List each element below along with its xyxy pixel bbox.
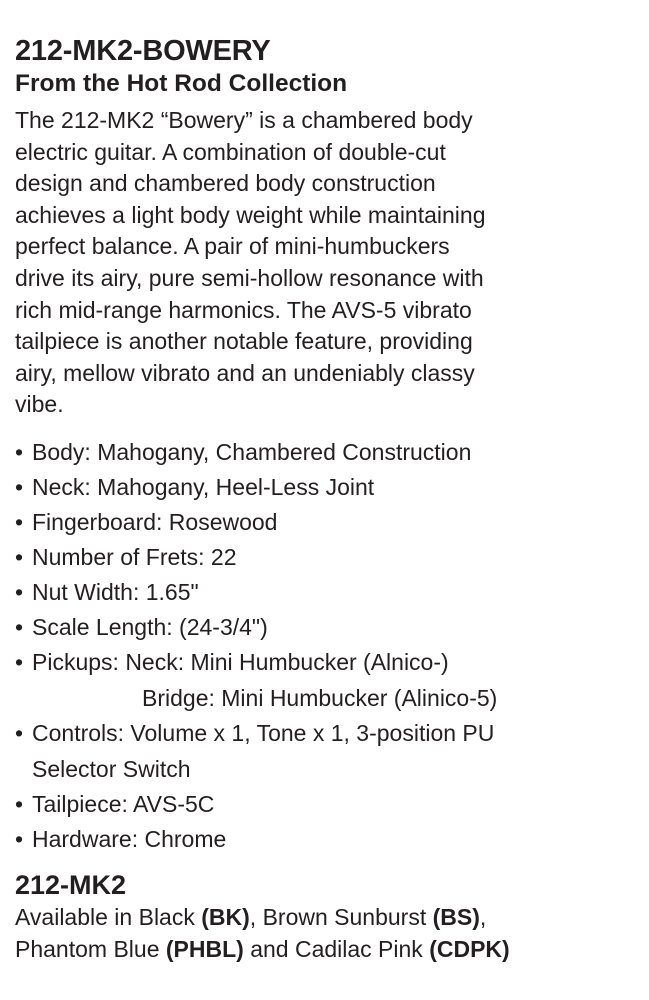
bullet-icon: • bbox=[15, 790, 24, 817]
spec-text: Hardware: Chrome bbox=[32, 825, 227, 852]
spec-text: Scale Length: (24-3/4") bbox=[32, 613, 268, 640]
spec-text: Fingerboard: Rosewood bbox=[32, 508, 278, 535]
availability-text-part: Phantom Blue bbox=[15, 935, 166, 962]
description-line: drive its airy, pure semi-hollow resonance with bbox=[15, 264, 484, 291]
bullet-icon: • bbox=[15, 543, 24, 570]
bullet-icon: • bbox=[15, 719, 24, 746]
bullet-icon: • bbox=[15, 508, 24, 535]
spec-list bbox=[15, 435, 640, 857]
spec-text: Number of Frets: 22 bbox=[32, 543, 237, 570]
availability-text-part: , Brown Sunburst bbox=[249, 903, 433, 930]
spec-item-hardware bbox=[15, 822, 640, 857]
spec-text: Neck: Mahogany, Heel-Less Joint bbox=[32, 473, 375, 500]
bullet-icon: • bbox=[15, 578, 24, 605]
color-code: (CDPK) bbox=[429, 935, 510, 962]
availability-text-part: , bbox=[479, 903, 487, 930]
spec-text: Body: Mahogany, Chambered Construction bbox=[32, 438, 472, 465]
bullet-icon: • bbox=[15, 825, 24, 852]
spec-text-continuation: Selector Switch bbox=[32, 755, 191, 782]
product-title: 212-MK2-BOWERY bbox=[15, 35, 271, 67]
color-code: (BS) bbox=[432, 903, 480, 930]
availability-text-part: and Cadilac Pink bbox=[243, 935, 430, 962]
description-line: rich mid-range harmonics. The AVS-5 vibrato bbox=[15, 296, 472, 323]
bullet-icon: • bbox=[15, 613, 24, 640]
product-sheet bbox=[15, 34, 640, 965]
description-line: The 212-MK2 “Bowery” is a chambered body bbox=[15, 107, 473, 133]
spec-text: Controls: Volume x 1, Tone x 1, 3-position PU bbox=[32, 719, 495, 746]
spec-item-frets bbox=[15, 540, 640, 575]
description-line: perfect balance. A pair of mini-humbuckers bbox=[15, 233, 450, 260]
spec-item-body bbox=[15, 435, 640, 470]
spec-item-tailpiece bbox=[15, 787, 640, 822]
description-line: electric guitar. A combination of double-cut bbox=[15, 138, 446, 165]
color-code: (PHBL) bbox=[165, 935, 244, 962]
spec-item-pickups bbox=[15, 645, 640, 716]
collection-subtitle: From the Hot Rod Collection bbox=[15, 70, 348, 97]
product-description bbox=[15, 105, 640, 421]
spec-text-continuation: Bridge: Mini Humbucker (Alinico-5) bbox=[142, 684, 498, 711]
description-line: design and chambered body construction bbox=[15, 170, 436, 197]
description-line: achieves a light body weight while maintaining bbox=[15, 201, 486, 228]
availability-text bbox=[15, 901, 640, 965]
bullet-icon: • bbox=[15, 438, 24, 465]
description-line: vibe. bbox=[15, 391, 64, 418]
description-line: tailpiece is another notable feature, providing bbox=[15, 328, 473, 355]
description-line: airy, mellow vibrato and an undeniably classy bbox=[15, 359, 475, 386]
model-heading: 212-MK2 bbox=[15, 869, 127, 900]
bullet-icon: • bbox=[15, 648, 24, 675]
spec-item-scale-length bbox=[15, 610, 640, 645]
bullet-icon: • bbox=[15, 473, 24, 500]
spec-text: Tailpiece: AVS-5C bbox=[32, 790, 215, 817]
spec-text: Pickups: Neck: Mini Humbucker (Alnico-) bbox=[32, 648, 449, 675]
spec-item-controls bbox=[15, 716, 640, 787]
spec-item-nut-width bbox=[15, 575, 640, 610]
availability-text-part: Available in Black bbox=[15, 903, 202, 930]
spec-item-fingerboard bbox=[15, 505, 640, 540]
spec-text: Nut Width: 1.65" bbox=[32, 578, 199, 605]
color-code: (BK) bbox=[201, 903, 250, 930]
spec-item-neck bbox=[15, 470, 640, 505]
